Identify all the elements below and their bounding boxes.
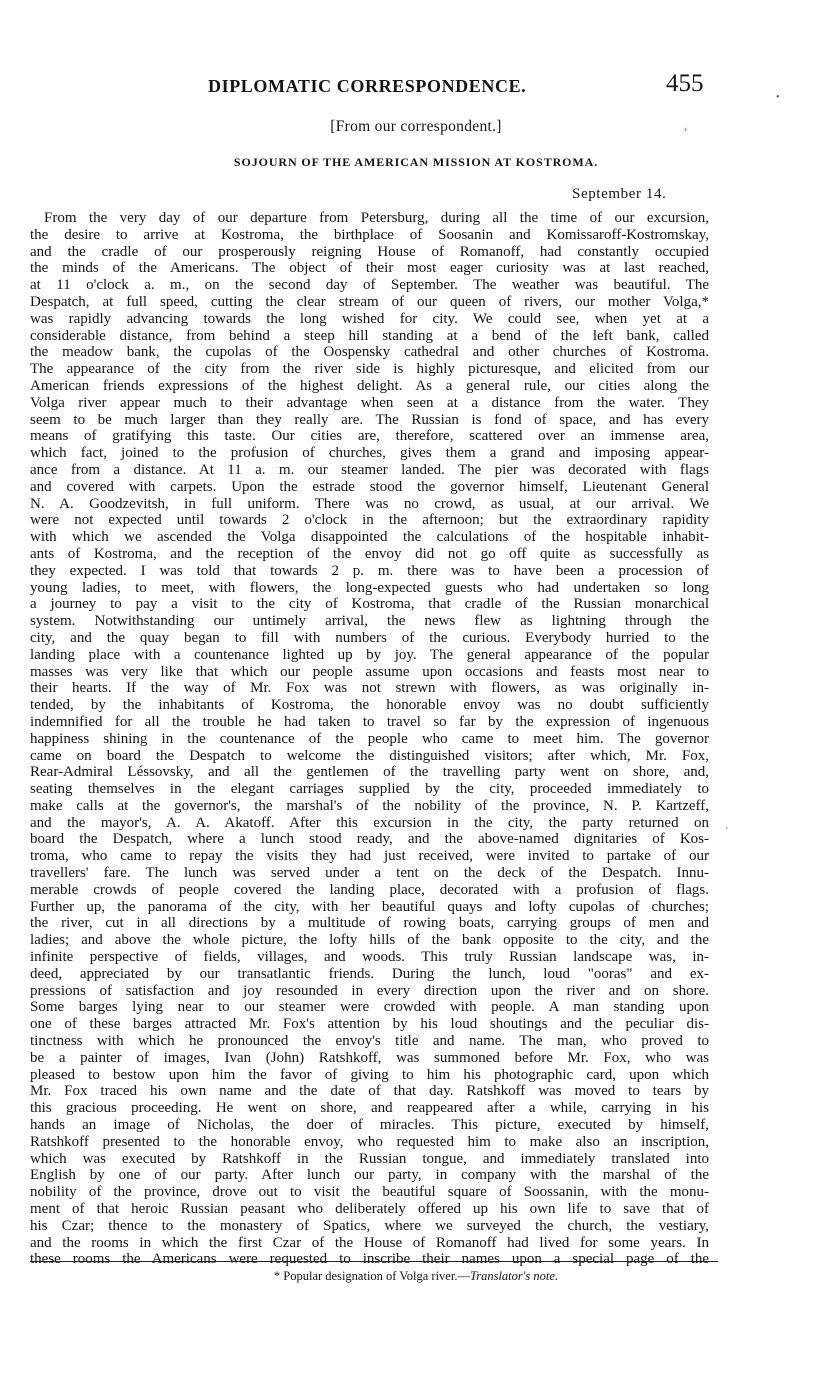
body-line: ment of that heroic Russian peasant who deliberately offered up his own life to save that of (30, 1201, 709, 1218)
body-line: city, and the quay began to fill with numbers of the curious. Everybody hurried to the (30, 629, 709, 646)
body-line: were not expected until towards 2 o'clock in the afternoon; but the extraordinary rapidity (30, 512, 709, 529)
body-line: seating themselves in the elegant carriages supplied by the city, proceeded immediately to (30, 781, 709, 798)
body-line: happiness shining in the countenance of the people who came to meet him. The governor (30, 730, 709, 747)
body-line: From the very day of our departure from Petersburg, during all the time of our excursion, (44, 210, 709, 226)
body-line: hands an image of Nicholas, the doer of miracles. This picture, executed by himself, (30, 1117, 709, 1134)
body-line: the minds of the Americans. The object of their most eager curiosity was at last reached, (30, 260, 709, 277)
article-body (30, 210, 709, 1268)
footnote (0, 1269, 832, 1284)
body-line: make calls at the governor's, the marshal's of the nobility of the province, N. P. Kartzeff, (30, 797, 709, 814)
body-line: which fact, joined to the profusion of churches, gives them a grand and imposing appear- (30, 445, 709, 462)
body-line: these rooms the Americans were requested to inscribe their names upon a special page of the (30, 1251, 709, 1268)
body-line: board the Despatch, where a lunch stood ready, and the above-named dignitaries of Kos- (30, 831, 709, 848)
article-heading: SOJOURN OF THE AMERICAN MISSION AT KOSTROMA. (233, 155, 599, 169)
source-line: [From our correspondent.] (330, 118, 502, 135)
running-title: DIPLOMATIC CORRESPONDENCE. (208, 76, 527, 96)
footnote-credit: Translator's note. (469, 1269, 559, 1283)
body-line: pleased to bestow upon him the favor of giving to him his photographic card, upon which (30, 1066, 709, 1083)
body-line: Further up, the panorama of the city, with her beautiful quays and lofty cupolas of churches; (30, 898, 709, 915)
body-line: ants of Kostroma, and the reception of the envoy did not go off quite as successfully as (30, 545, 709, 562)
body-line: seem to be much larger than they really are. The Russian is fond of space, and has every (30, 411, 709, 428)
margin-mark: › (684, 124, 688, 135)
footnote-rule (30, 1261, 718, 1262)
body-line: Mr. Fox traced his own name and the date of that day. Ratshkoff was moved to tears by (30, 1083, 709, 1100)
body-line: N. A. Goodzevitsh, in full uniform. There was no crowd, as usual, at our arrival. We (30, 495, 709, 512)
body-line: American friends expressions of the highest delight. As a general rule, our cities along the (30, 377, 709, 394)
body-line: ance from a distance. At 11 a. m. our steamer landed. The pier was decorated with flags (30, 461, 709, 478)
body-line: Volga river appear much to their advantage when seen at a distance from the water. They (30, 394, 709, 411)
body-line: indemnified for all the trouble he had taken to travel so far by the expression of ingenuous (30, 713, 709, 730)
body-line: young ladies, to meet, with flowers, the long-expected guests who had undertaken so long (30, 579, 709, 596)
body-line: this gracious proceeding. He went on shore, and reappeared after a while, carrying in his (30, 1100, 709, 1117)
body-line: a journey to pay a visit to the city of Kostroma, that cradle of the Russian monarchical (30, 596, 709, 613)
body-line: his Czar; thence to the monastery of Spatics, where we surveyed the church, the vestiary, (30, 1217, 709, 1234)
body-line: was rapidly advancing towards the long wished for city. We could see, when yet at a (30, 310, 709, 327)
page-header (0, 70, 832, 100)
body-line: which was executed by Ratshkoff in the Russian tongue, and immediately translated into (30, 1150, 709, 1167)
body-line: Some barges lying near to our steamer were crowded with people. A man standing upon (30, 999, 709, 1016)
body-line: landing place with a countenance lighted up by joy. The general appearance of the popular (30, 646, 709, 663)
body-line: English by one of our party. After lunch our party, in company with the marshal of the (30, 1167, 709, 1184)
body-line: pressions of satisfaction and joy resounded in every direction upon the river and on shore. (30, 982, 709, 999)
body-line: be a painter of images, Ivan (John) Ratshkoff, was summoned before Mr. Fox, who was (30, 1049, 709, 1066)
page-number: 455 (666, 70, 704, 97)
margin-dot: • (776, 92, 780, 103)
dateline: September 14. (572, 186, 667, 202)
body-line: Ratshkoff presented to the honorable envoy, who requested him to make also an inscription, (30, 1133, 709, 1150)
body-line: the meadow bank, the cupolas of the Oospensky cathedral and other churches of Kostroma. (30, 344, 709, 361)
body-line: at 11 o'clock a. m., on the second day of September. The weather was beautiful. The (30, 277, 709, 294)
body-line: Despatch, at full speed, cutting the clear stream of our queen of rivers, our mother Volga,* (30, 293, 709, 310)
body-line: and the mayor's, A. A. Akatoff. After this excursion in the city, the party returned on (30, 814, 709, 831)
body-line: and the rooms in which the first Czar of the House of Romanoff had lived for some years. In (30, 1234, 709, 1251)
body-line: tended, by the inhabitants of Kostroma, the honorable envoy was no doubt sufficiently (30, 697, 709, 714)
body-line: and covered with carpets. Upon the estrade stood the governor himself, Lieutenant General (30, 478, 709, 495)
body-line: tinctness with which he pronounced the envoy's title and name. The man, who proved to (30, 1033, 709, 1050)
body-line: the river, cut in all directions by a multitude of rowing boats, carrying groups of men and (30, 915, 709, 932)
body-line: travellers' fare. The lunch was served under a tent on the deck of the Despatch. Innu- (30, 865, 709, 882)
body-line: one of these barges attracted Mr. Fox's attention by his loud shoutings and the peculiar dis- (30, 1016, 709, 1033)
footnote-text: * Popular designation of Volga river.— (273, 1269, 470, 1283)
body-line: considerable distance, from behind a steep hill standing at a bend of the left bank, called (30, 327, 709, 344)
body-line: Rear-Admiral Léssovsky, and all the gentlemen of the travelling party went on shore, and, (30, 764, 709, 781)
body-line: ladies; and above the whole picture, the lofty hills of the bank opposite to the city, and the (30, 932, 709, 949)
body-line: they expected. I was told that towards 2 p. m. there was to have been a procession of (30, 562, 709, 579)
body-line: and the cradle of our prosperously reigning House of Romanoff, had constantly occupied (30, 243, 709, 260)
body-line: merable crowds of people covered the landing place, decorated with a profusion of flags. (30, 881, 709, 898)
body-line: The appearance of the city from the river side is highly picturesque, and elicited from our (30, 361, 709, 378)
body-line: the desire to arrive at Kostroma, the birthplace of Soosanin and Komissaroff-Kostromskay, (30, 226, 709, 243)
body-line: means of gratifying this taste. Our cities are, therefore, scattered over an immense area, (30, 428, 709, 445)
body-line: troma, who came to repay the visits they had just received, were invited to partake of our (30, 848, 709, 865)
body-line: with which we ascended the Volga disappointed the calculations of the hospitable inhabit- (30, 529, 709, 546)
body-line: came on board the Despatch to welcome the distinguished visitors; after which, Mr. Fox, (30, 747, 709, 764)
body-line: deed, appreciated by our transatlantic friends. During the lunch, loud "ooras" and ex- (30, 965, 709, 982)
body-line: system. Notwithstanding our untimely arrival, the news flew as lightning through the (30, 613, 709, 630)
margin-mark: ' (726, 826, 728, 837)
body-line: infinite perspective of fields, villages, and woods. This truly Russian landscape was, in- (30, 949, 709, 966)
body-line: masses was very like that which our people assume upon occasions and feasts most near to (30, 663, 709, 680)
body-line: their hearts. If the way of Mr. Fox was not strewn with flowers, as was originally in- (30, 680, 709, 697)
body-line: nobility of the province, drove out to visit the beautiful square of Soossanin, with the monu- (30, 1184, 709, 1201)
